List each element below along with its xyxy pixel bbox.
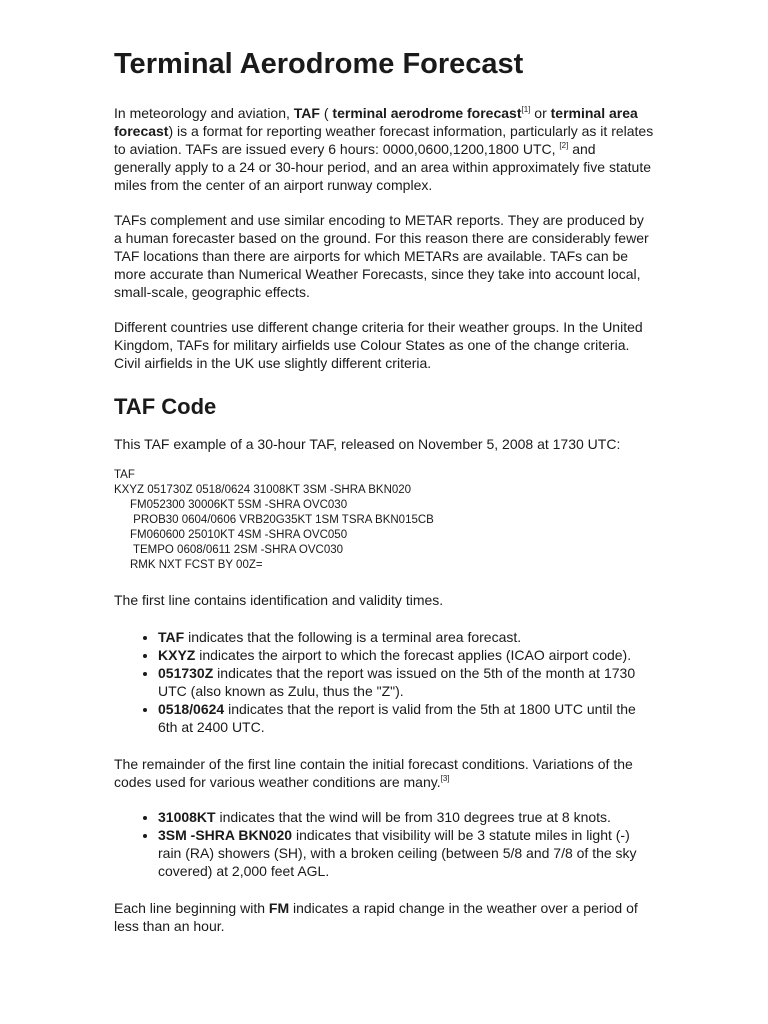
code-line: FM052300 30006KT 5SM -SHRA OVC030 <box>114 499 348 511</box>
reference-link-2[interactable]: [2] <box>559 141 569 150</box>
list-item: • 3SM -SHRA BKN020 indicates that visibility will be 3 statute miles in light (-) rain (RA) showers (SH), with a broken ceiling (between 5/8 and 7/8 of the sky covered) at 2,000 feet AGL. <box>158 826 654 880</box>
example-intro-paragraph: This TAF example of a 30-hour TAF, released on November 5, 2008 at 1730 UTC: <box>114 436 621 452</box>
change-criteria-paragraph: Different countries use different change criteria for their weather groups. In the United Kingdom, TAFs for military airfields use Colour States as one of the change criteria. Civil airfields in the UK use slightly different criteria. <box>114 319 643 371</box>
code-line: FM060600 25010KT 4SM -SHRA OVC050 <box>114 529 348 541</box>
conditions-list <box>114 808 654 880</box>
list-item: • 051730Z indicates that the report was issued on the 5th of the month at 1730 UTC (also known as Zulu, thus the "Z"). <box>158 664 654 700</box>
code-line: TAF <box>114 469 135 481</box>
identification-list <box>114 628 654 736</box>
list-item: • 0518/0624 indicates that the report is valid from the 5th at 1800 UTC until the 6th at 2400 UTC. <box>158 700 654 736</box>
first-line-paragraph: The first line contains identification and validity times. <box>114 592 444 608</box>
remainder-paragraph: The remainder of the first line contain the initial forecast conditions. Variations of the codes used for various weather conditions are many.[3] <box>114 756 633 790</box>
section-heading-taf-code: TAF Code <box>114 394 217 419</box>
document-page <box>114 44 654 952</box>
code-line: TEMPO 0608/0611 2SM -SHRA OVC030 <box>114 544 344 556</box>
list-item: • 31008KT indicates that the wind will be from 310 degrees true at 8 knots. <box>158 808 654 826</box>
list-item: • KXYZ indicates the airport to which the forecast applies (ICAO airport code). <box>158 646 654 664</box>
intro-paragraph: In meteorology and aviation, TAF ( terminal aerodrome forecast[1] or terminal area forecast) is a format for reporting weather forecast information, particularly as it relates to aviation. TAFs are issued every 6 hours: 0000,0600,1200,1800 UTC, [2] and generally apply to a 24 or 30-hour period, and an area within approximately five statute miles from the center of an airport runway complex. <box>114 105 654 193</box>
metar-paragraph: TAFs complement and use similar encoding to METAR reports. They are produced by a human forecaster based on the ground. For this reason there are considerably fewer TAF locations than there are airports for which METARs are available. TAFs can be more accurate than Numerical Weather Forecasts, since they take into account local, small-scale, geographic effects. <box>114 212 649 300</box>
reference-link-1[interactable]: [1] <box>521 105 531 114</box>
reference-link-3[interactable]: [3] <box>440 774 450 783</box>
taf-code-block <box>114 468 654 573</box>
code-line: RMK NXT FCST BY 00Z= <box>114 559 263 571</box>
code-line: KXYZ 051730Z 0518/0624 31008KT 3SM -SHRA BKN020 <box>114 484 412 496</box>
page-title: Terminal Aerodrome Forecast <box>114 48 524 80</box>
fm-paragraph: Each line beginning with FM indicates a rapid change in the weather over a period of less than an hour. <box>114 900 638 934</box>
code-line: PROB30 0604/0606 VRB20G35KT 1SM TSRA BKN015CB <box>114 514 434 526</box>
list-item: • TAF indicates that the following is a terminal area forecast. <box>158 628 654 646</box>
